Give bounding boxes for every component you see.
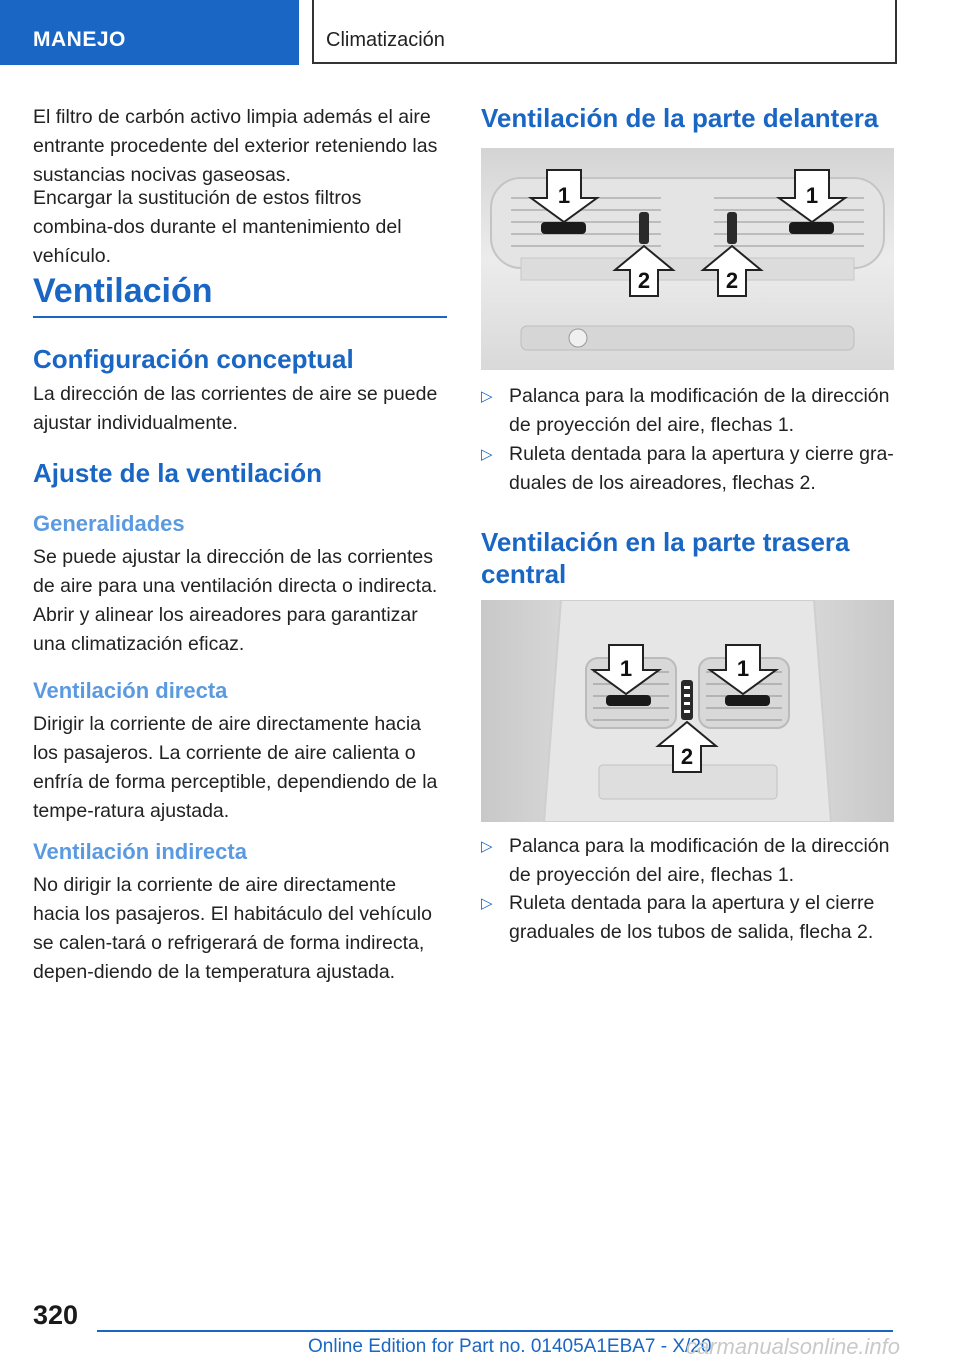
site-watermark: carmanualsonline.info	[686, 1334, 901, 1359]
front-bullet-2-text: Ruleta dentada para la apertura y cierre gra-duales de los aireadores, flechas 2.	[509, 443, 894, 494]
bullet-triangle-icon: ▷	[481, 388, 493, 405]
bullet-triangle-icon: ▷	[481, 895, 493, 912]
front-vents-illustration	[481, 148, 894, 370]
section-heading-ventilacion: Ventilación	[33, 272, 213, 310]
bullet-triangle-icon: ▷	[481, 838, 493, 855]
section-tab	[0, 0, 299, 65]
heading-rear-ventilation: Ventilación en la parte trasera central	[481, 527, 850, 589]
intro-paragraph-2: Encargar la sustitución de estos filtros combina-dos durante el mantenimiento del vehículo.	[33, 187, 402, 267]
chapter-header	[312, 0, 897, 64]
general-paragraph-2: Abrir y alinear los aireadores para garantizar una climatización eficaz.	[33, 604, 418, 655]
front-bullet-1-text: Palanca para la modificación de la dirección de proyección del aire, flechas 1.	[509, 385, 890, 436]
rear-arrow-label-1-left: 1	[619, 656, 633, 681]
concept-paragraph: La dirección de las corrientes de aire se puede ajustar individualmente.	[33, 383, 438, 434]
footer-rule	[97, 1330, 893, 1332]
rear-bullet-1-text: Palanca para la modificación de la dirección de proyección del aire, flechas 1.	[509, 835, 890, 886]
front-arrow-label-2-right: 2	[725, 268, 739, 293]
page-number: 320	[33, 1300, 79, 1330]
heading-directa: Ventilación directa	[33, 678, 228, 703]
heading-generalidades: Generalidades	[33, 511, 185, 536]
front-arrow-label-2-left: 2	[637, 268, 651, 293]
heading-configuracion: Configuración conceptual	[33, 344, 354, 374]
rear-arrow-label-1-right: 1	[736, 656, 750, 681]
direct-paragraph: Dirigir la corriente de aire directamente hacia los pasajeros. La corriente de aire calienta o enfría de forma perceptible, dependiendo de la tempe-ratura ajustada.	[33, 713, 438, 822]
rear-bullet-2-text: Ruleta dentada para la apertura y el cierre graduales de los tubos de salida, flecha 2.	[509, 892, 875, 943]
rear-vents-image	[481, 600, 894, 822]
edition-footer: Online Edition for Part no. 01405A1EBA7 - X/20	[308, 1336, 712, 1357]
heading-indirecta: Ventilación indirecta	[33, 839, 247, 864]
indirect-paragraph: No dirigir la corriente de aire directamente hacia los pasajeros. El habitáculo del vehículo se calen-tará o refrigerará de forma indirecta, depen-diendo de la temperatura ajustada.	[33, 874, 432, 983]
heading-ajuste: Ajuste de la ventilación	[33, 458, 322, 488]
rear-arrow-label-2: 2	[680, 744, 694, 769]
heading-front-ventilation: Ventilación de la parte delantera	[481, 103, 879, 133]
heading-rule	[33, 316, 447, 318]
chapter-label: Climatización	[326, 29, 445, 51]
intro-paragraph-1: El filtro de carbón activo limpia además el aire entrante procedente del exterior reteniendo las sustancias nocivas gaseosas.	[33, 106, 438, 186]
bullet-triangle-icon: ▷	[481, 446, 493, 463]
front-arrow-label-1-right: 1	[805, 183, 819, 208]
section-label: MANEJO	[33, 28, 126, 51]
front-arrow-label-1-left: 1	[557, 183, 571, 208]
rear-vents-illustration	[481, 600, 894, 822]
general-paragraph-1: Se puede ajustar la dirección de las corrientes de aire para una ventilación directa o indirecta.	[33, 546, 438, 597]
front-vents-image	[481, 148, 894, 370]
